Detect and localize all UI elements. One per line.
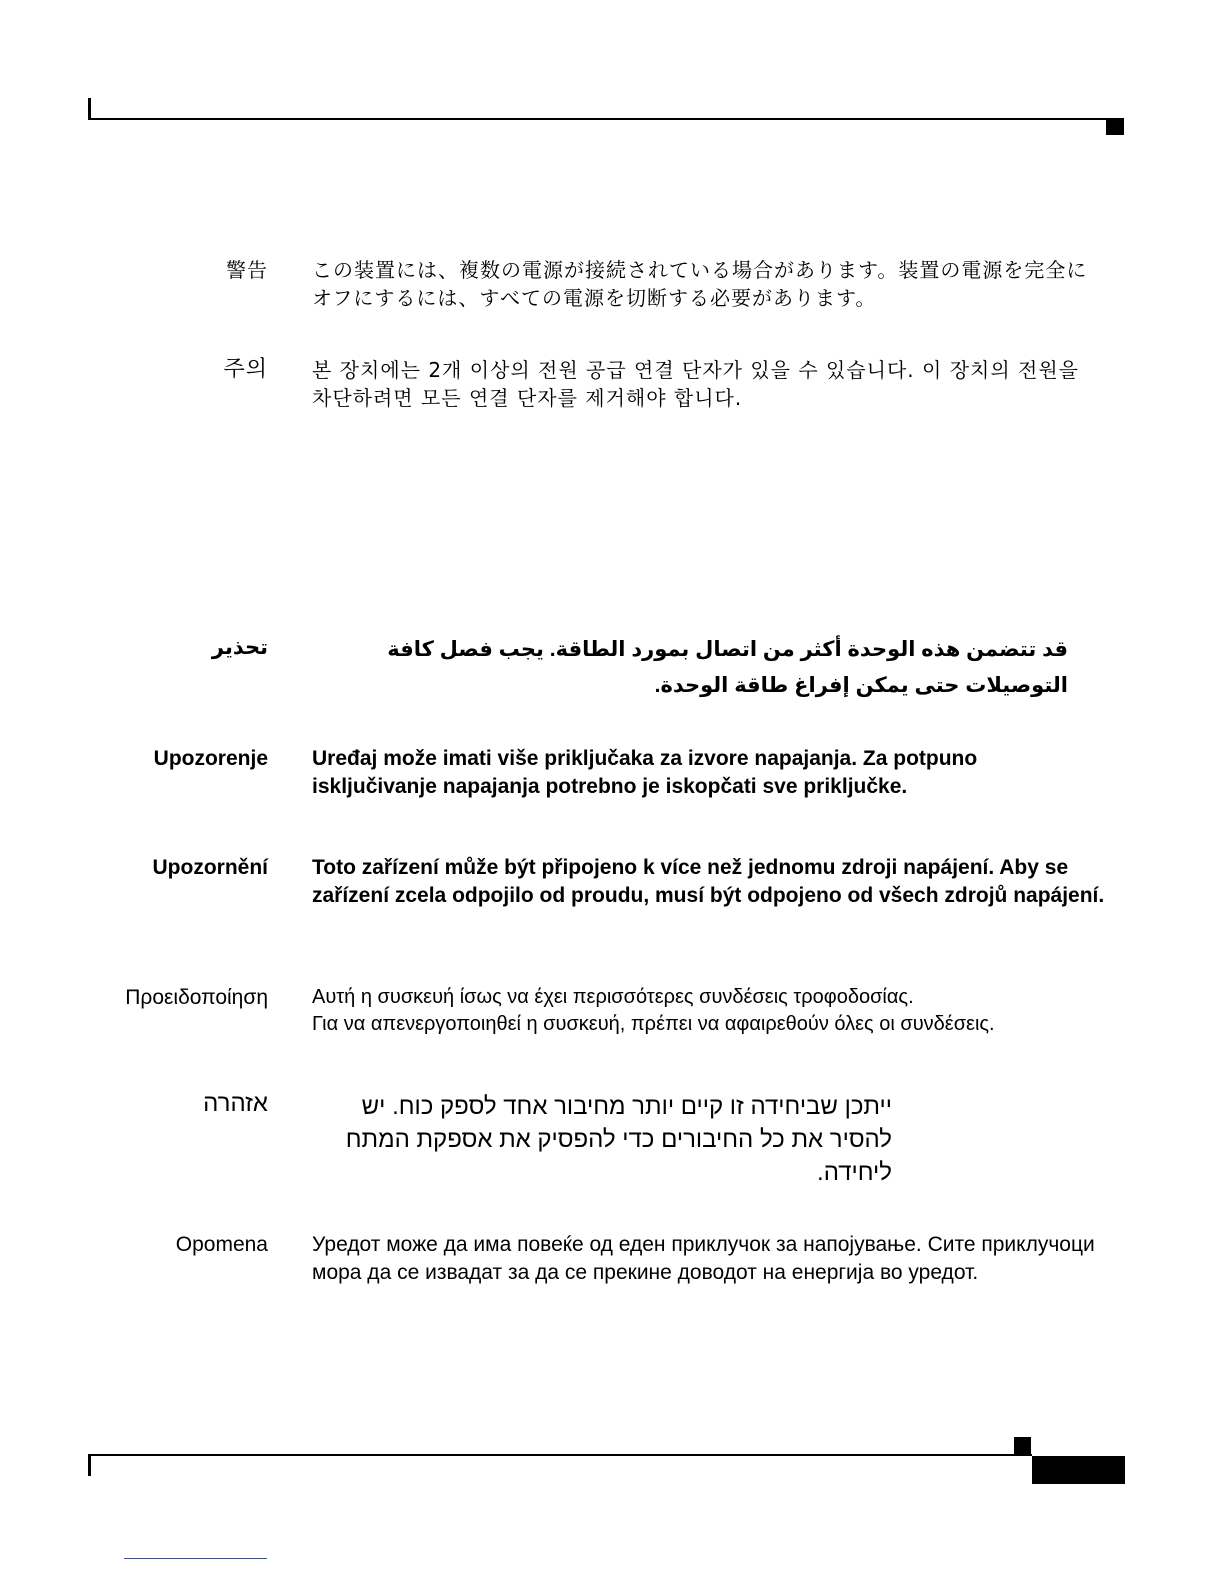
warning-text-japanese: この装置には、複数の電源が接続されている場合があります。装置の電源を完全にオフにするには、すべての電源を切断する必要があります。	[312, 258, 1088, 310]
warning-text-greek-line-1: Αυτή η συσκευή ίσως να έχει περισσότερες συνδέσεις τροφοδοσίας.	[312, 986, 914, 1008]
warning-text-czech: Toto zařízení může být připojeno k více než jednomu zdroji napájení. Aby se zařízení zcela odpojilo od proudu, musí být odpojeno od všech zdrojů napájení.	[312, 856, 1105, 907]
warning-text-korean: 본 장치에는 2개 이상의 전원 공급 연결 단자가 있을 수 있습니다. 이 장치의 전원을 차단하려면 모든 연결 단자를 제거해야 합니다.	[312, 358, 1079, 410]
footer-square-mark	[1014, 1437, 1031, 1454]
warning-label-czech: Upozornění	[152, 856, 268, 879]
warning-label-korean: 주의	[223, 357, 268, 382]
warning-label-croatian: Upozorenje	[153, 747, 268, 770]
header-square-mark	[1106, 118, 1124, 135]
warning-text-arabic: قد تتضمن هذه الوحدة أكثر من اتصال بمورد الطاقة. يجب فصل كافة التوصيلات حتى يمكن إفراغ طاقة الوحدة.	[387, 638, 1068, 697]
warning-text-macedonian: Уредот може да има повеќе од еден приклучок за напојување. Сите приклучоци мора да се извадат за да се прекине доводот на енергија во уредот.	[312, 1233, 1095, 1284]
header-rule	[88, 118, 1124, 120]
footer-rule	[88, 1454, 1032, 1456]
footer-left-tick	[88, 1454, 91, 1476]
warning-text-croatian: Uređaj može imati više priključaka za izvore napajanja. Za potpuno isključivanje napajanja potrebno je iskopčati sve priključke.	[312, 747, 978, 798]
warning-text-greek-line-2: Για να απενεργοποιηθεί η συσκευή, πρέπει να αφαιρεθούν όλες οι συνδέσεις.	[312, 1013, 995, 1035]
warning-text-greek	[312, 984, 1142, 1038]
warning-label-arabic: تحذير	[211, 636, 268, 659]
warning-label-macedonian: Opomena	[175, 1233, 268, 1256]
warning-label-hebrew: אזהרה	[203, 1090, 268, 1117]
warning-label-japanese: 警告	[226, 258, 268, 282]
warning-label-greek: Προειδοποίηση	[125, 986, 268, 1009]
footer-page-tab	[1032, 1456, 1125, 1484]
header-left-tick	[88, 98, 91, 120]
footer-link-underline	[124, 1558, 267, 1559]
warning-text-hebrew: ייתכן שביחידה זו קיים יותר מחיבור אחד לספק כוח. יש להסיר את כל החיבורים כדי להפסיק את אספקת המתח ליחידה.	[345, 1093, 892, 1186]
